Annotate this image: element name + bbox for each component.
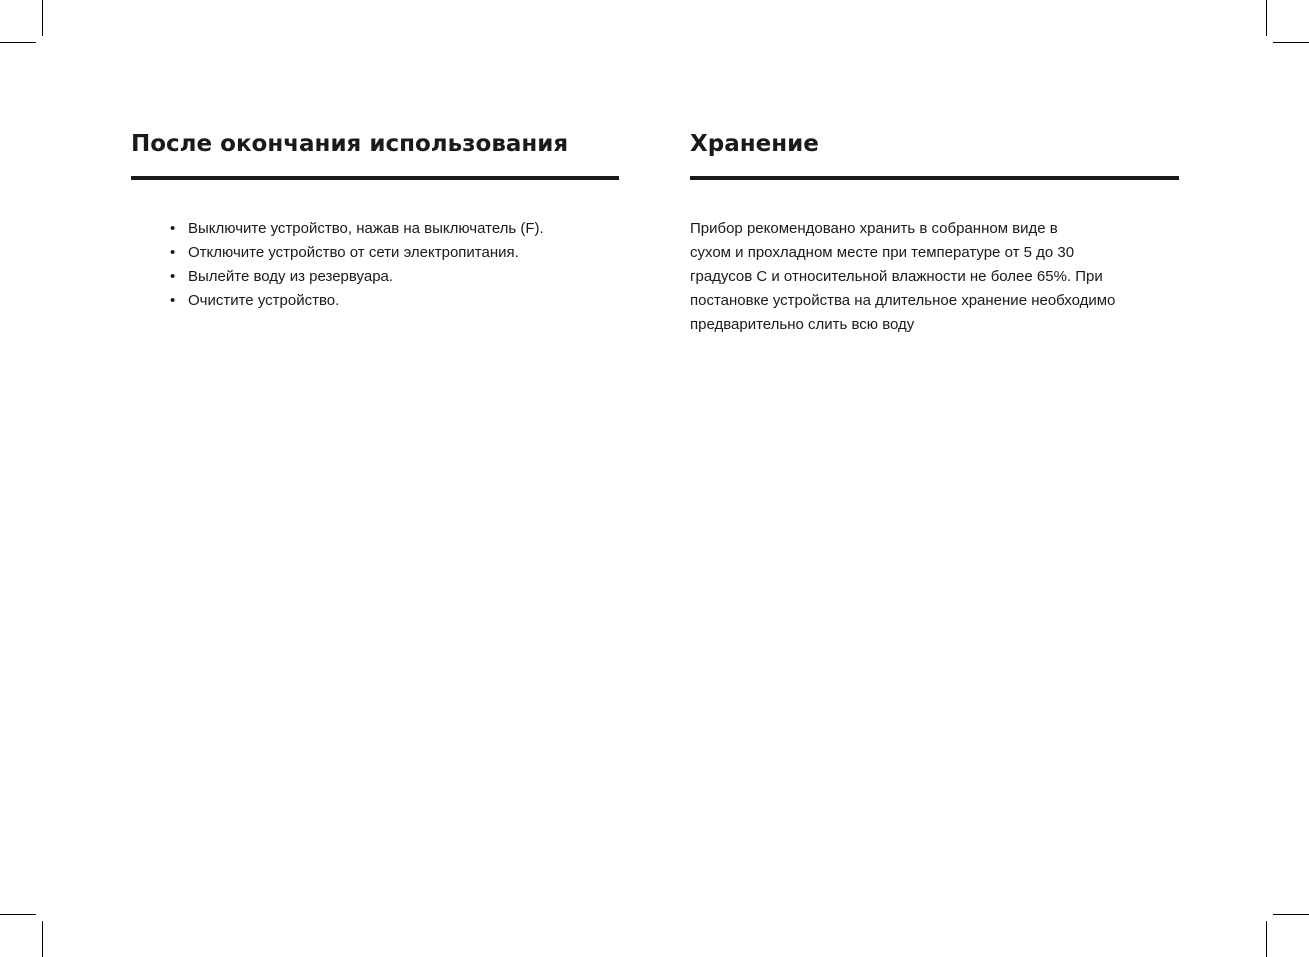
- storage-heading: Хранение: [690, 131, 819, 157]
- after-use-list: [131, 217, 619, 313]
- list-item-text: Вылейте воду из резервуара.: [188, 268, 394, 285]
- list-item: [170, 265, 619, 289]
- list-item-text: Отключите устройство от сети электропитания.: [188, 244, 519, 261]
- bullet-icon: •: [170, 220, 176, 237]
- storage-section: [690, 128, 1179, 337]
- list-item-text: Выключите устройство, нажав на выключатель (F).: [188, 220, 544, 237]
- after-use-divider: [131, 176, 619, 180]
- paragraph-line: градусов С и относительной влажности не более 65%. При: [690, 268, 1103, 285]
- crop-mark-bottom-right-horizontal: [1273, 914, 1309, 915]
- storage-paragraph: [690, 217, 1179, 337]
- paragraph-line: Прибор рекомендовано хранить в собранном виде в: [690, 220, 1058, 237]
- crop-mark-bottom-right-vertical: [1266, 921, 1267, 957]
- list-item-text: Очистите устройство.: [188, 292, 340, 309]
- crop-mark-top-right-vertical: [1266, 0, 1267, 36]
- storage-divider: [690, 176, 1179, 180]
- crop-mark-top-right-horizontal: [1273, 42, 1309, 43]
- list-item: [170, 217, 619, 241]
- paragraph-line: предварительно слить всю воду: [690, 316, 915, 333]
- after-use-section: [131, 128, 619, 313]
- crop-mark-bottom-left-horizontal: [0, 914, 36, 915]
- after-use-heading: После окончания использования: [131, 131, 569, 157]
- paragraph-line: сухом и прохладном месте при температуре от 5 до 30: [690, 244, 1075, 261]
- crop-mark-bottom-left-vertical: [42, 921, 43, 957]
- paragraph-line: постановке устройства на длительное хранение необходимо: [690, 292, 1116, 309]
- bullet-icon: •: [170, 268, 176, 285]
- list-item: [170, 289, 619, 313]
- bullet-icon: •: [170, 292, 176, 309]
- crop-mark-top-left-horizontal: [0, 42, 36, 43]
- bullet-icon: •: [170, 244, 176, 261]
- crop-mark-top-left-vertical: [42, 0, 43, 36]
- list-item: [170, 241, 619, 265]
